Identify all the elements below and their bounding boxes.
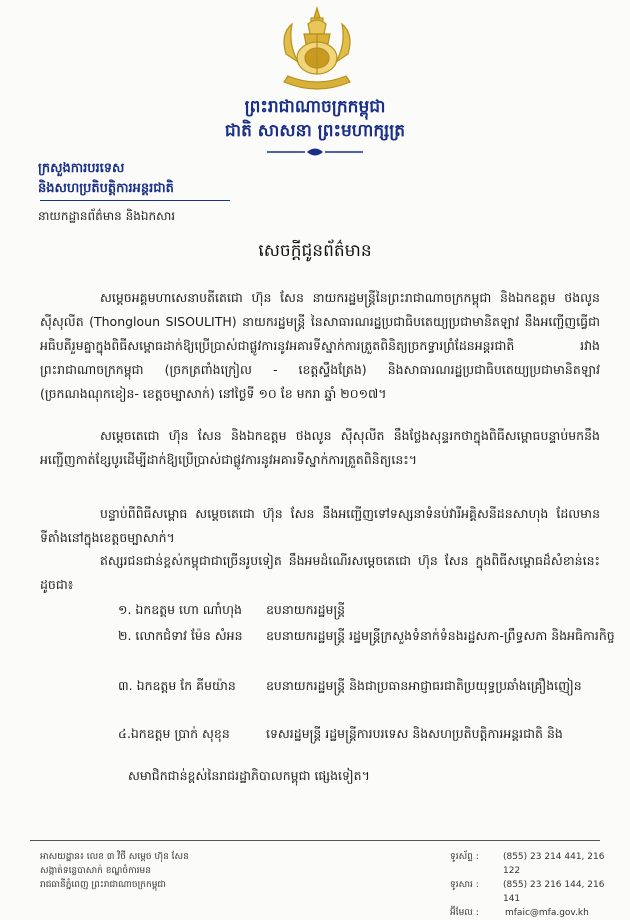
phone-label: ទូរស័ព្ទ : [450,852,479,862]
body-paragraph-2: សម្ដេចតេជោ ហ៊ុន សែន និងឯកឧត្តម ថងលូន ស៊ីសុលីត នឹងថ្លែងសុន្ទរកថាក្នុងពិធីសម្ពោធបន្ទាប់មកនឹងអញ្ជើញកាត់ខ្សែបូរដើម្បីដាក់ឱ្យប្រើប្រាស់ជាផ្លូវការនូវអគារទីស្នាក់ការត្រួតពិនិត្យនេះ។ [40,428,600,467]
delegate-name: ២. លោកជំទាវ ម៉ែន សំអន [118,628,243,643]
ministry-underline [40,200,230,201]
address-line: សង្កាត់ទន្លេបាសាក់ ខណ្ឌចំការមន [40,866,151,876]
address-line: រាជធានីភ្នំពេញ ព្រះរាជាណាចក្រកម្ពុជា [40,880,166,890]
footer-address [40,850,189,892]
delegate-role: ឧបនាយករដ្ឋមន្ត្រី រដ្ឋមន្ត្រីក្រសួងទំនាក់ទំនងរដ្ឋសភា-ព្រឹទ្ធសភា និងអធិការកិច្ច [266,628,615,643]
delegate-role: ឧបនាយករដ្ឋមន្ត្រី [266,602,346,617]
email-value[interactable]: mfaic@mfa.gov.kh [505,908,589,918]
fax-value: (855) 23 216 144, 216 141 [502,880,605,904]
closing-line: សមាជិកជាន់ខ្ពស់នៃរាជរដ្ឋាភិបាលកម្ពុជា ផ្សេងទៀត។ [128,768,370,783]
ornamental-divider [265,145,365,159]
ministry-name-line2: និងសហប្រតិបត្តិការអន្តរជាតិ [38,181,174,196]
delegate-role: ឧបនាយករដ្ឋមន្ត្រី និងជាប្រធានអាជ្ញាធរជាតិប្រយុទ្ធប្រឆាំងគ្រឿងញៀន [266,678,582,693]
footer-divider [30,840,600,841]
email-label: អ៊ីមែល : [450,908,479,918]
national-motto: ជាតិ សាសនា ព្រះមហាក្សត្រ [224,121,406,141]
fax-row [450,878,620,906]
delegate-name: ១. ឯកឧត្តម ហោ ណាំហុង [118,602,242,617]
delegate-role: ទេសរដ្ឋមន្ត្រី រដ្ឋមន្ត្រីការបរទេស និងសហប្រតិបត្តិការអន្តរជាតិ និង [266,726,563,741]
phone-value: (855) 23 214 441, 216 122 [502,852,605,876]
fax-label: ទូរសារ : [450,880,479,890]
kingdom-heading: ព្រះរាជាណាចក្រកម្ពុជា [244,97,386,117]
document-title: សេចក្ដីជូនព័ត៌មាន [258,241,372,261]
body-paragraph-1: សម្ដេចអគ្គមហាសេនាបតីតេជោ ហ៊ុន សែន នាយករដ្ឋមន្ត្រីនៃព្រះរាជាណាចក្រកម្ពុជា និងឯកឧត្តម ថងលូន ស៊ីសុលីត (Thongloun SISOULITH) នាយករដ្ឋមន្ត្រី នៃសាធារណរដ្ឋប្រជាធិបតេយ្យប្រជាមានិតឡាវ នឹងអញ្ជើញធ្វើជាអធិបតីរួមគ្នាក្នុងពិធីសម្ពោធដាក់ឱ្យប្រើប្រាស់ជាផ្លូវការនូវអគារទីស្នាក់ការត្រួតពិនិត្យច្រកទ្វារព្រំដែនអន្តរជាតិ រវាងព្រះរាជាណាចក្រកម្ពុជា (ច្រកត្រពាំងក្រៀល - ខេត្តស្ទឹងត្រែង) និងសាធារណរដ្ឋប្រជាធិបតេយ្យប្រជាមានិតឡាវ (ច្រកណងណុកខៀន- ខេត្តចម្បាសាក់) នៅថ្ងៃទី ១០ ខែ មករា ឆ្នាំ ២០១៧។ [40,290,600,401]
delegate-name: ៤.ឯកឧត្តម ប្រាក់ សុខុន [118,726,230,741]
footer-contact [450,850,620,920]
delegate-name: ៣. ឯកឧត្តម កែ គីមយ៉ាន [118,678,236,693]
body-paragraph-3: បន្ទាប់ពីពិធីសម្ពោធ សម្ដេចតេជោ ហ៊ុន សែន នឹងអញ្ជើញទៅទស្សនាទំនប់វារីអគ្គិសនីដនសាហុង ដែលមានទីតាំងនៅក្នុងខេត្តចម្បាសាក់។ [40,506,600,545]
ministry-name-line1: ក្រសួងការបរទេស [38,161,125,176]
department-name: នាយកដ្ឋានព័ត៌មាន និងឯកសារ [38,209,176,223]
royal-emblem [278,4,356,96]
body-paragraph-4: ឥស្សរជនជាន់ខ្ពស់កម្ពុជាជាច្រើនរូបទៀត នឹងអមដំណើរសម្ដេចតេជោ ហ៊ុន សែន ក្នុងពិធីសម្ពោធដ៏សំខាន់នេះ ដូចជា៖ [40,553,600,592]
phone-row [450,850,620,878]
address-line: អាសយដ្ឋាន៖ លេខ ៣ វិថី សម្ដេច ហ៊ុន សែន [40,852,189,862]
